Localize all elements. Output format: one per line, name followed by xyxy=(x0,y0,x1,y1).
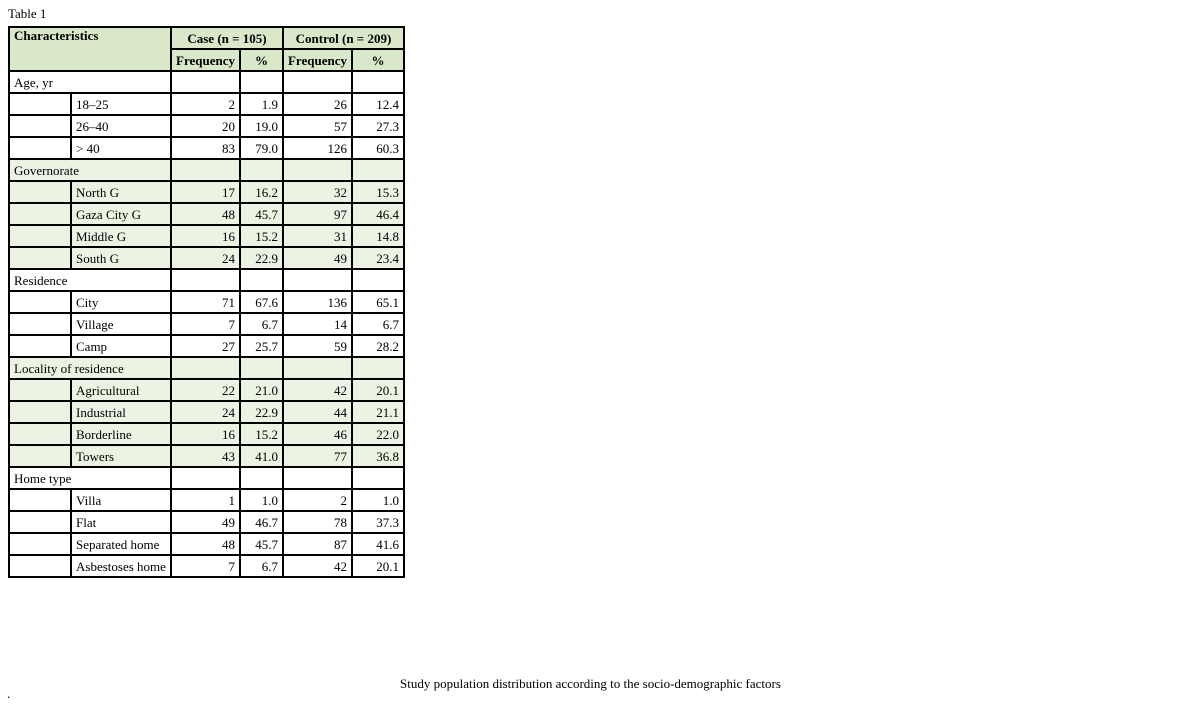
table-row xyxy=(9,445,404,467)
row-label: Asbestoses home xyxy=(71,555,171,577)
table-row xyxy=(9,423,404,445)
case-frequency-cell: 27 xyxy=(171,335,240,357)
case-frequency-cell: 48 xyxy=(171,203,240,225)
indent-cell xyxy=(9,313,71,335)
row-label: Camp xyxy=(71,335,171,357)
section-label: Home type xyxy=(9,467,171,489)
control-frequency-cell: 26 xyxy=(283,93,352,115)
empty-cell xyxy=(240,357,283,379)
empty-cell xyxy=(240,159,283,181)
row-label: Towers xyxy=(71,445,171,467)
demographics-table xyxy=(8,26,405,578)
indent-cell xyxy=(9,137,71,159)
section-label: Locality of residence xyxy=(9,357,171,379)
row-label: > 40 xyxy=(71,137,171,159)
indent-cell xyxy=(9,533,71,555)
table-row xyxy=(9,533,404,555)
header-case-frequency: Frequency xyxy=(171,49,240,71)
indent-cell xyxy=(9,445,71,467)
row-label: Village xyxy=(71,313,171,335)
control-frequency-cell: 44 xyxy=(283,401,352,423)
empty-cell xyxy=(283,71,352,93)
case-percent-cell: 16.2 xyxy=(240,181,283,203)
indent-cell xyxy=(9,489,71,511)
row-label: Borderline xyxy=(71,423,171,445)
empty-cell xyxy=(240,467,283,489)
row-label: Agricultural xyxy=(71,379,171,401)
case-frequency-cell: 83 xyxy=(171,137,240,159)
empty-cell xyxy=(283,357,352,379)
case-percent-cell: 21.0 xyxy=(240,379,283,401)
row-label: City xyxy=(71,291,171,313)
section-row xyxy=(9,467,404,489)
header-control-frequency: Frequency xyxy=(283,49,352,71)
case-frequency-cell: 22 xyxy=(171,379,240,401)
case-percent-cell: 79.0 xyxy=(240,137,283,159)
indent-cell xyxy=(9,555,71,577)
indent-cell xyxy=(9,115,71,137)
control-percent-cell: 12.4 xyxy=(352,93,404,115)
control-percent-cell: 14.8 xyxy=(352,225,404,247)
case-percent-cell: 6.7 xyxy=(240,555,283,577)
control-percent-cell: 46.4 xyxy=(352,203,404,225)
control-frequency-cell: 97 xyxy=(283,203,352,225)
case-frequency-cell: 49 xyxy=(171,511,240,533)
indent-cell xyxy=(9,335,71,357)
case-frequency-cell: 2 xyxy=(171,93,240,115)
control-percent-cell: 36.8 xyxy=(352,445,404,467)
table-row xyxy=(9,181,404,203)
row-label: North G xyxy=(71,181,171,203)
empty-cell xyxy=(171,159,240,181)
case-percent-cell: 6.7 xyxy=(240,313,283,335)
header-characteristics: Characteristics xyxy=(9,27,171,71)
control-percent-cell: 1.0 xyxy=(352,489,404,511)
control-percent-cell: 27.3 xyxy=(352,115,404,137)
control-percent-cell: 20.1 xyxy=(352,379,404,401)
indent-cell xyxy=(9,247,71,269)
control-percent-cell: 6.7 xyxy=(352,313,404,335)
control-percent-cell: 22.0 xyxy=(352,423,404,445)
indent-cell xyxy=(9,423,71,445)
control-frequency-cell: 136 xyxy=(283,291,352,313)
control-frequency-cell: 57 xyxy=(283,115,352,137)
table-row xyxy=(9,511,404,533)
indent-cell xyxy=(9,203,71,225)
empty-cell xyxy=(171,269,240,291)
empty-cell xyxy=(283,159,352,181)
case-frequency-cell: 7 xyxy=(171,555,240,577)
section-row xyxy=(9,269,404,291)
row-label: 18–25 xyxy=(71,93,171,115)
case-percent-cell: 45.7 xyxy=(240,533,283,555)
control-frequency-cell: 14 xyxy=(283,313,352,335)
case-percent-cell: 67.6 xyxy=(240,291,283,313)
empty-cell xyxy=(352,159,404,181)
control-percent-cell: 28.2 xyxy=(352,335,404,357)
indent-cell xyxy=(9,379,71,401)
header-case-percent: % xyxy=(240,49,283,71)
case-frequency-cell: 17 xyxy=(171,181,240,203)
control-frequency-cell: 59 xyxy=(283,335,352,357)
case-frequency-cell: 48 xyxy=(171,533,240,555)
control-frequency-cell: 87 xyxy=(283,533,352,555)
header-control-percent: % xyxy=(352,49,404,71)
empty-cell xyxy=(352,467,404,489)
case-percent-cell: 19.0 xyxy=(240,115,283,137)
control-frequency-cell: 42 xyxy=(283,379,352,401)
table-caption: Study population distribution according to the socio-demographic factors xyxy=(400,676,781,691)
control-frequency-cell: 77 xyxy=(283,445,352,467)
section-row xyxy=(9,357,404,379)
control-percent-cell: 41.6 xyxy=(352,533,404,555)
header-control: Control (n = 209) xyxy=(283,27,404,49)
case-percent-cell: 15.2 xyxy=(240,225,283,247)
row-label: 26–40 xyxy=(71,115,171,137)
table-row xyxy=(9,401,404,423)
control-percent-cell: 21.1 xyxy=(352,401,404,423)
table-row xyxy=(9,335,404,357)
table-row xyxy=(9,555,404,577)
empty-cell xyxy=(352,269,404,291)
case-frequency-cell: 24 xyxy=(171,401,240,423)
control-percent-cell: 15.3 xyxy=(352,181,404,203)
indent-cell xyxy=(9,401,71,423)
control-percent-cell: 23.4 xyxy=(352,247,404,269)
case-percent-cell: 46.7 xyxy=(240,511,283,533)
row-label: Villa xyxy=(71,489,171,511)
section-row xyxy=(9,159,404,181)
empty-cell xyxy=(352,71,404,93)
table-row xyxy=(9,93,404,115)
trailing-mark: . xyxy=(7,686,11,701)
control-frequency-cell: 126 xyxy=(283,137,352,159)
indent-cell xyxy=(9,291,71,313)
case-frequency-cell: 16 xyxy=(171,225,240,247)
table-row xyxy=(9,291,404,313)
case-frequency-cell: 20 xyxy=(171,115,240,137)
case-frequency-cell: 24 xyxy=(171,247,240,269)
case-frequency-cell: 1 xyxy=(171,489,240,511)
empty-cell xyxy=(240,269,283,291)
header-case: Case (n = 105) xyxy=(171,27,283,49)
case-percent-cell: 41.0 xyxy=(240,445,283,467)
table-label: Table 1 xyxy=(8,6,47,21)
empty-cell xyxy=(283,467,352,489)
control-frequency-cell: 32 xyxy=(283,181,352,203)
empty-cell xyxy=(240,71,283,93)
table-row xyxy=(9,313,404,335)
indent-cell xyxy=(9,93,71,115)
row-label: South G xyxy=(71,247,171,269)
section-label: Residence xyxy=(9,269,171,291)
table-row xyxy=(9,137,404,159)
empty-cell xyxy=(352,357,404,379)
empty-cell xyxy=(283,269,352,291)
table-row xyxy=(9,247,404,269)
control-percent-cell: 65.1 xyxy=(352,291,404,313)
indent-cell xyxy=(9,511,71,533)
control-frequency-cell: 31 xyxy=(283,225,352,247)
table-row xyxy=(9,115,404,137)
case-percent-cell: 1.9 xyxy=(240,93,283,115)
control-frequency-cell: 49 xyxy=(283,247,352,269)
empty-cell xyxy=(171,71,240,93)
case-frequency-cell: 7 xyxy=(171,313,240,335)
control-percent-cell: 60.3 xyxy=(352,137,404,159)
empty-cell xyxy=(171,467,240,489)
table-row xyxy=(9,379,404,401)
control-frequency-cell: 2 xyxy=(283,489,352,511)
case-percent-cell: 15.2 xyxy=(240,423,283,445)
empty-cell xyxy=(171,357,240,379)
table-body xyxy=(9,71,404,577)
case-frequency-cell: 43 xyxy=(171,445,240,467)
section-label: Governorate xyxy=(9,159,171,181)
case-percent-cell: 22.9 xyxy=(240,247,283,269)
case-percent-cell: 1.0 xyxy=(240,489,283,511)
indent-cell xyxy=(9,181,71,203)
control-frequency-cell: 78 xyxy=(283,511,352,533)
row-label: Industrial xyxy=(71,401,171,423)
table-row xyxy=(9,203,404,225)
case-frequency-cell: 71 xyxy=(171,291,240,313)
control-percent-cell: 37.3 xyxy=(352,511,404,533)
control-frequency-cell: 42 xyxy=(283,555,352,577)
table-row xyxy=(9,225,404,247)
case-percent-cell: 25.7 xyxy=(240,335,283,357)
section-row xyxy=(9,71,404,93)
case-percent-cell: 45.7 xyxy=(240,203,283,225)
control-frequency-cell: 46 xyxy=(283,423,352,445)
row-label: Middle G xyxy=(71,225,171,247)
control-percent-cell: 20.1 xyxy=(352,555,404,577)
row-label: Gaza City G xyxy=(71,203,171,225)
indent-cell xyxy=(9,225,71,247)
row-label: Separated home xyxy=(71,533,171,555)
row-label: Flat xyxy=(71,511,171,533)
section-label: Age, yr xyxy=(9,71,171,93)
case-percent-cell: 22.9 xyxy=(240,401,283,423)
table-row xyxy=(9,489,404,511)
case-frequency-cell: 16 xyxy=(171,423,240,445)
